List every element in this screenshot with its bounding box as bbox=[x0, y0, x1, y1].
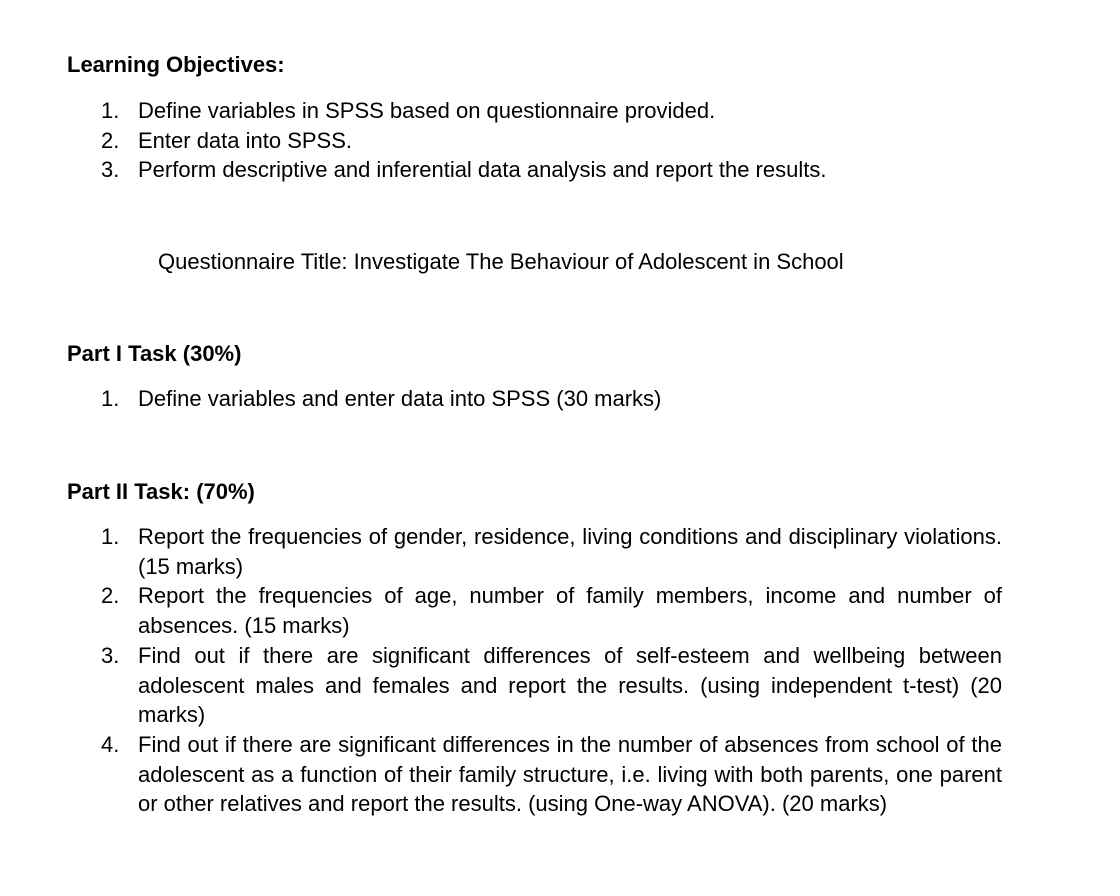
list-item-text: Find out if there are significant differences of self-esteem and wellbeing between adolescent males and females and report the results. (using independent t-test) (20 marks) bbox=[138, 642, 1002, 728]
list-item-text: Define variables in SPSS based on questionnaire provided. bbox=[138, 98, 716, 123]
part-one-task-list bbox=[101, 384, 661, 414]
list-item-text: Report the frequencies of age, number of family members, income and number of absences. (15 marks) bbox=[138, 583, 1002, 639]
part-one-heading: Part I Task (30%) bbox=[67, 341, 242, 366]
list-item-number: 3. bbox=[101, 157, 120, 183]
list-item bbox=[101, 581, 1002, 640]
part-two-heading: Part II Task: (70%) bbox=[67, 479, 255, 504]
learning-objectives-list bbox=[101, 96, 826, 185]
list-item-number: 4. bbox=[101, 731, 120, 757]
part-two-task-list bbox=[101, 522, 1002, 819]
list-item-text: Find out if there are significant differences in the number of absences from school of the adolescent as a function of their family structure, i.e. living with both parents, one parent or other relatives and report the results. (using One-way ANOVA). (20 marks) bbox=[138, 731, 1002, 817]
list-item-number: 3. bbox=[101, 642, 120, 668]
list-item-number: 2. bbox=[101, 127, 120, 153]
list-item-text: Report the frequencies of gender, residence, living conditions and disciplinary violations. (15 marks) bbox=[138, 524, 1002, 579]
list-item-text: Enter data into SPSS. bbox=[138, 127, 353, 153]
list-item-text: Define variables and enter data into SPSS (30 marks) bbox=[138, 386, 662, 411]
list-item bbox=[101, 522, 1002, 581]
list-item-number: 1. bbox=[101, 386, 120, 411]
list-item-number: 1. bbox=[101, 98, 120, 123]
list-item bbox=[101, 641, 1002, 730]
list-item bbox=[101, 730, 1002, 819]
list-item-text: Perform descriptive and inferential data analysis and report the results. bbox=[138, 157, 827, 183]
questionnaire-title: Questionnaire Title: Investigate The Behaviour of Adolescent in School bbox=[158, 249, 844, 274]
list-item bbox=[101, 126, 826, 156]
list-item bbox=[101, 96, 826, 126]
list-item-number: 2. bbox=[101, 583, 120, 609]
list-item bbox=[101, 155, 826, 185]
learning-objectives-heading: Learning Objectives: bbox=[67, 52, 285, 77]
list-item bbox=[101, 384, 661, 414]
list-item-number: 1. bbox=[101, 524, 120, 549]
